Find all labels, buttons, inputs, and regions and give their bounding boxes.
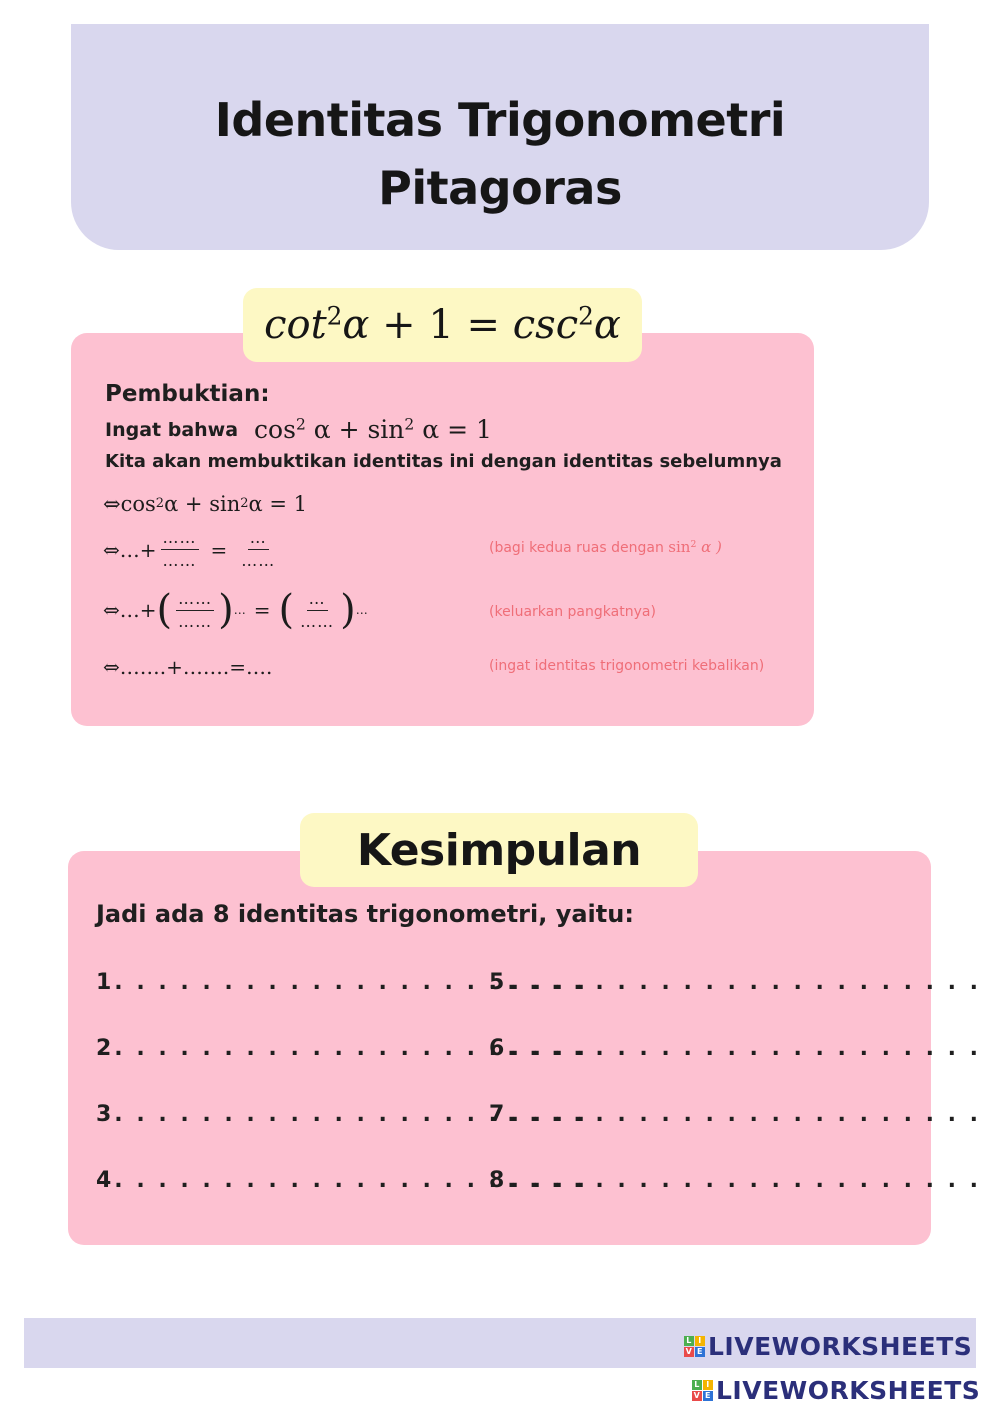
conclusion-title: Kesimpulan: [356, 824, 642, 876]
proof-heading: Pembuktian:: [105, 381, 270, 407]
identity-answer-5[interactable]: 5. . . . . . . . . . . . . . . . . . . . . .: [489, 970, 982, 995]
liveworksheets-brand-1[interactable]: L I V E LIVEWORKSHEETS: [685, 1332, 973, 1361]
proof-step-3: ⇔ …+ ( $\frac{\dots\dots}{\dots\dots}$ ) … = ( $\frac{\dots}{\dots\dots}$ ) …: [103, 587, 368, 633]
title-line-2: Pitagoras: [378, 161, 622, 215]
fraction-blank-1[interactable]: $\frac{\dots\dots}{\dots\dots}$: [162, 528, 197, 570]
proof-intro: Kita akan membuktikan identitas ini dengan identitas sebelumnya: [105, 451, 782, 472]
recall-formula: $\cos^2 \alpha + \sin^2 \alpha = 1$: [254, 415, 492, 444]
identity-answer-3[interactable]: 3. . . . . . . . . . . . . . . . . . . . . .: [96, 1102, 589, 1127]
identity-formula: $\cot^2\alpha + 1 = \csc^2\alpha$: [264, 301, 621, 348]
fraction-blank-3[interactable]: $\frac{\dots\dots}{\dots\dots}$: [178, 588, 213, 631]
proof-step-4[interactable]: ⇔ …….+…….=….: [103, 655, 273, 679]
page-title: [71, 86, 929, 222]
identity-answer-6[interactable]: 6. . . . . . . . . . . . . . . . . . . . . .: [489, 1036, 982, 1061]
recall-label: Ingat bahwa: [105, 418, 239, 441]
identity-answer-8[interactable]: 8. . . . . . . . . . . . . . . . . . . . . .: [489, 1168, 982, 1193]
proof-step-2: ⇔ …+ $\frac{\dots\dots}{\dots\dots}$ = $\frac{\dots}{\dots\dots}$: [103, 528, 276, 570]
liveworksheets-logo-icon: L I V E: [692, 1380, 713, 1401]
conclusion-intro: Jadi ada 8 identitas trigonometri, yaitu:: [96, 900, 634, 928]
proof-step-4-note: (ingat identitas trigonometri kebalikan): [489, 658, 765, 674]
proof-step-1: ⇔ cos 2 α + sin 2 α = 1: [103, 492, 308, 516]
identity-answer-7[interactable]: 7. . . . . . . . . . . . . . . . . . . . . .: [489, 1102, 982, 1127]
identity-badge: [243, 288, 642, 362]
liveworksheets-logo-icon: L I V E: [684, 1336, 705, 1357]
fraction-blank-4[interactable]: $\frac{\dots}{\dots\dots}$: [300, 588, 335, 631]
fraction-blank-2[interactable]: $\frac{\dots}{\dots\dots}$: [241, 528, 276, 570]
identity-answer-1[interactable]: 1. . . . . . . . . . . . . . . . . . . . . .: [96, 970, 589, 995]
title-line-1: Identitas Trigonometri: [214, 93, 786, 147]
recall-row: [105, 415, 492, 444]
proof-step-2-note: (bagi kedua ruas dengan $\sin^2 \alpha$ ): [489, 538, 722, 556]
proof-step-3-note: (keluarkan pangkatnya): [489, 604, 656, 620]
identity-answer-2[interactable]: 2. . . . . . . . . . . . . . . . . . . . . .: [96, 1036, 589, 1061]
liveworksheets-brand-2[interactable]: L I V E LIVEWORKSHEETS: [693, 1376, 981, 1405]
conclusion-badge: [300, 813, 698, 887]
header-banner: [71, 24, 929, 250]
identity-answer-4[interactable]: 4. . . . . . . . . . . . . . . . . . . . . .: [96, 1168, 589, 1193]
